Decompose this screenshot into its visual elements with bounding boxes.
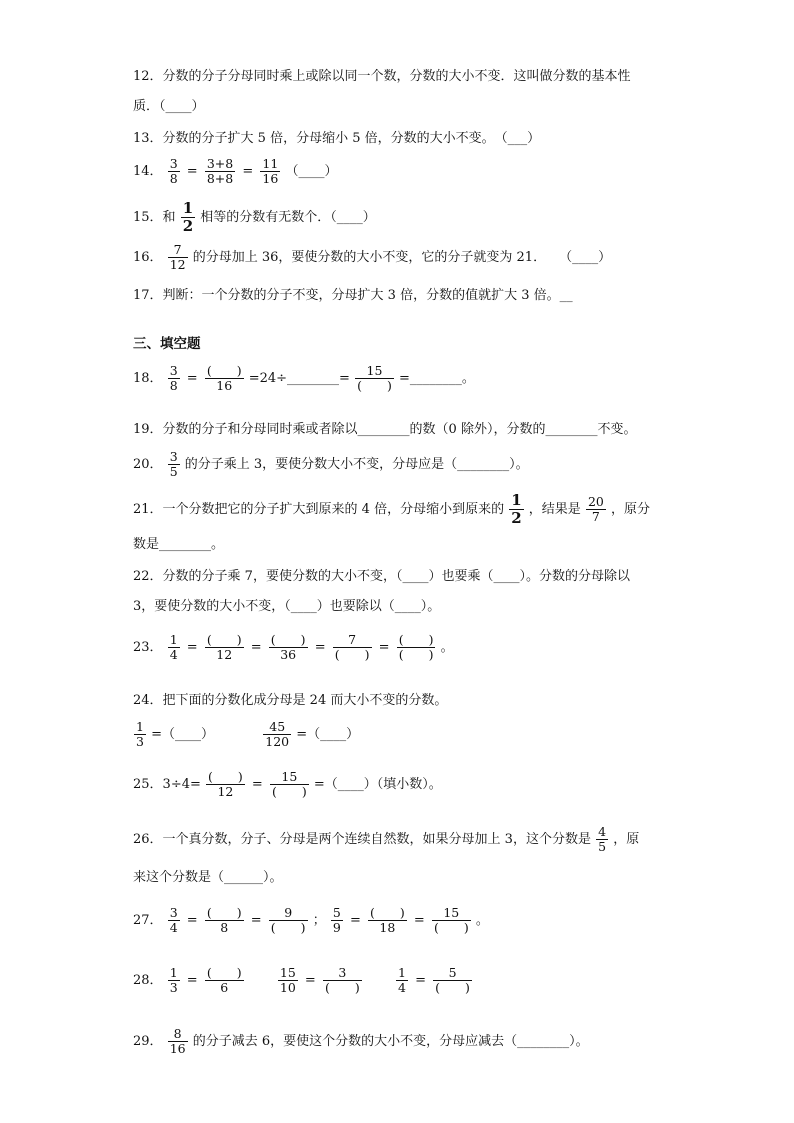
separator: ； (312, 913, 326, 928)
denominator: 8+8 (206, 171, 234, 186)
denominator: 6 (220, 980, 229, 995)
question-text: =24÷________= (248, 371, 350, 386)
answer-blank[interactable]: （____） (285, 164, 338, 179)
numerator: 45 (269, 719, 286, 734)
question-26 (133, 825, 639, 854)
question-text: 19．分数的分子和分母同时乘或者除以________的数（0 除外），分数的________不变。 (133, 422, 637, 437)
fraction (270, 770, 309, 799)
equals-sign: = (186, 164, 198, 179)
question-text: 的分母加上 36，要使分数的大小不变，它的分子就变为 21． （____） (192, 250, 612, 265)
numerator: 15 (443, 905, 460, 920)
question-24 (133, 692, 447, 710)
fraction (206, 770, 245, 799)
fraction (260, 157, 280, 186)
question-text: 。 (475, 913, 489, 928)
fraction (331, 906, 343, 935)
question-text: =（____）（填小数）。 (313, 777, 442, 792)
denominator-blank[interactable]: ( ) (324, 980, 360, 995)
numerator: 15 (366, 363, 383, 378)
numerator: 1 (169, 965, 178, 980)
fraction (168, 906, 180, 935)
denominator: 16 (262, 171, 279, 186)
question-21-cont (133, 536, 224, 554)
question-text: 12．分数的分子分母同时乘上或除以同一个数，分数的大小不变．这叫做分数的基本性 (133, 69, 631, 84)
denominator-blank[interactable]: ( ) (398, 647, 434, 662)
denominator: 7 (591, 509, 600, 524)
fraction (596, 825, 608, 854)
question-22 (133, 568, 630, 586)
numerator: 3 (169, 363, 178, 378)
question-24-items (133, 720, 359, 749)
question-19 (133, 421, 636, 439)
denominator: 4 (169, 920, 178, 935)
fraction (205, 364, 244, 393)
numerator: 4 (598, 824, 607, 839)
numerator-blank[interactable]: ( ) (398, 632, 434, 647)
question-27 (133, 906, 489, 935)
equals-sign: = (304, 973, 316, 988)
fraction (396, 966, 408, 995)
fraction (323, 966, 362, 995)
equals-sign: = (415, 973, 427, 988)
denominator: 18 (379, 920, 396, 935)
denominator: 8 (169, 378, 178, 393)
fraction (586, 495, 606, 524)
question-text: 的分子减去 6，要使这个分数的大小不变，分母应减去（________）。 (192, 1034, 589, 1049)
section-heading: 三、填空题 (133, 336, 201, 352)
question-number: 27． (133, 913, 163, 928)
question-14 (133, 157, 337, 186)
fraction (168, 364, 180, 393)
denominator: 2 (511, 509, 522, 527)
question-number: 28． (133, 973, 163, 988)
fraction (368, 906, 407, 935)
denominator: 12 (216, 647, 233, 662)
denominator: 12 (169, 257, 186, 272)
denominator-blank[interactable]: ( ) (270, 920, 306, 935)
equals-sign: = (349, 913, 361, 928)
numerator: 11 (262, 156, 279, 171)
equals-sign: = (186, 973, 198, 988)
question-16 (133, 243, 611, 272)
fraction (168, 1027, 188, 1056)
denominator: 8 (169, 171, 178, 186)
denominator: 16 (169, 1041, 186, 1056)
question-number: 18． (133, 371, 163, 386)
fraction (205, 157, 235, 186)
question-29 (133, 1027, 589, 1056)
question-13 (133, 130, 540, 148)
numerator-blank[interactable]: ( ) (206, 905, 242, 920)
denominator: 3 (136, 734, 144, 749)
denominator: 10 (279, 980, 296, 995)
question-18 (133, 364, 475, 393)
question-text: ，结果是 (528, 502, 581, 517)
denominator: 8 (220, 920, 229, 935)
question-text: ，原分 (611, 502, 651, 517)
fraction (509, 492, 523, 527)
denominator-blank[interactable]: ( ) (435, 980, 470, 995)
question-12 (133, 68, 631, 86)
fraction (168, 157, 180, 186)
denominator-blank[interactable]: ( ) (433, 920, 469, 935)
equals-sign: = (251, 777, 263, 792)
numerator: 9 (284, 905, 293, 920)
question-text: 21．一个分数把它的分子扩大到原来的 4 倍，分母缩小到原来的 (133, 502, 505, 517)
denominator-blank[interactable]: ( ) (271, 784, 307, 799)
equals-sign: = (186, 371, 198, 386)
question-text: 质．（____） (133, 99, 205, 114)
equals-sign: = (314, 640, 326, 655)
question-text: 17．判断：一个分数的分子不变，分母扩大 3 倍，分数的值就扩大 3 倍。__ (133, 288, 573, 303)
equals-sign: = (186, 913, 198, 928)
numerator: 1 (398, 965, 406, 980)
question-23 (133, 633, 454, 662)
denominator: 12 (217, 784, 234, 799)
numerator: 1 (182, 199, 194, 217)
numerator: 8 (173, 1026, 182, 1041)
question-text: 相等的分数有无数个．（____） (200, 210, 376, 225)
numerator-blank[interactable]: ( ) (270, 632, 306, 647)
numerator: 15 (279, 965, 296, 980)
denominator: 4 (169, 647, 178, 662)
numerator: 1 (511, 491, 522, 509)
denominator: 4 (398, 980, 406, 995)
numerator: 20 (587, 494, 604, 509)
question-text: ，原 (613, 832, 640, 847)
fraction (333, 633, 372, 662)
question-text: 来这个分数是（______）。 (133, 870, 283, 885)
equals-sign: = (242, 164, 254, 179)
question-text: 3，要使分数的大小不变，（____）也要除以（____）。 (133, 599, 441, 614)
question-15 (133, 200, 376, 235)
numerator-blank[interactable]: ( ) (206, 363, 242, 378)
fraction (205, 633, 244, 662)
equals-sign: = (250, 913, 262, 928)
question-21 (133, 492, 650, 527)
question-number: 23． (133, 640, 163, 655)
numerator: 3 (338, 965, 347, 980)
question-number: 16． (133, 250, 163, 265)
numerator-blank[interactable]: ( ) (208, 769, 243, 784)
question-number: 29． (133, 1034, 163, 1049)
fraction (168, 966, 180, 995)
numerator: 3 (169, 905, 178, 920)
equals-sign: = (378, 640, 390, 655)
question-text: 15．和 (133, 210, 176, 225)
numerator: 7 (348, 632, 357, 647)
fraction (205, 966, 244, 995)
numerator: 15 (281, 769, 298, 784)
equals-sign: = (186, 640, 198, 655)
fraction (263, 720, 291, 749)
denominator-blank[interactable]: ( ) (357, 378, 392, 393)
question-text: 。 (440, 640, 454, 655)
fraction (168, 243, 188, 272)
question-12-cont (133, 98, 205, 116)
denominator: 5 (169, 464, 178, 479)
question-26-cont (133, 869, 283, 887)
question-text: =________。 (399, 371, 475, 386)
numerator-blank[interactable]: ( ) (206, 632, 242, 647)
fraction (168, 450, 180, 479)
fraction (134, 720, 146, 749)
numerator: 1 (136, 719, 144, 734)
fraction (355, 364, 394, 393)
question-text: 24．把下面的分数化成分母是 24 而大小不变的分数。 (133, 693, 448, 708)
fraction (205, 906, 244, 935)
fraction (432, 906, 471, 935)
question-text: 13．分数的分子扩大 5 倍，分母缩小 5 倍，分数的大小不变。 （___） (133, 131, 541, 146)
numerator: 3 (169, 449, 178, 464)
numerator: 5 (332, 905, 341, 920)
numerator: 5 (448, 965, 457, 980)
fraction (168, 633, 180, 662)
answer-blank[interactable]: =（____） (151, 727, 214, 742)
question-25 (133, 770, 442, 799)
numerator-blank[interactable]: ( ) (206, 965, 242, 980)
equals-sign: = (413, 913, 425, 928)
question-28 (133, 966, 473, 995)
denominator: 9 (332, 920, 341, 935)
denominator: 2 (182, 217, 194, 235)
fraction (269, 906, 308, 935)
question-20 (133, 450, 529, 479)
fraction (181, 200, 195, 235)
question-text: 的分子乘上 3，要使分数大小不变，分母应是（________）。 (184, 457, 529, 472)
fraction (433, 966, 472, 995)
fraction (269, 633, 308, 662)
question-number: 14． (133, 164, 163, 179)
question-text: 数是________。 (133, 537, 225, 552)
equals-sign: = (250, 640, 262, 655)
denominator: 16 (216, 378, 233, 393)
question-text: 26．一个真分数，分子、分母是两个连续自然数，如果分母加上 3，这个分数是 (133, 832, 591, 847)
numerator: 7 (173, 242, 182, 257)
numerator: 1 (169, 632, 178, 647)
fraction (278, 966, 298, 995)
question-text: 22．分数的分子乘 7，要使分数的大小不变，（____）也要乘（____）。分数的分母除以 (133, 569, 630, 584)
numerator: 3 (169, 156, 178, 171)
numerator: 3+8 (206, 156, 234, 171)
numerator-blank[interactable]: ( ) (369, 905, 405, 920)
question-22-cont (133, 598, 440, 616)
denominator: 120 (265, 734, 290, 749)
denominator: 36 (280, 647, 297, 662)
question-17 (133, 287, 573, 305)
denominator: 3 (169, 980, 178, 995)
question-text: 25．3÷4= (133, 777, 201, 792)
question-number: 20． (133, 457, 163, 472)
denominator: 5 (598, 839, 607, 854)
fraction (397, 633, 436, 662)
denominator-blank[interactable]: ( ) (334, 647, 370, 662)
answer-blank[interactable]: =（____） (296, 727, 360, 742)
